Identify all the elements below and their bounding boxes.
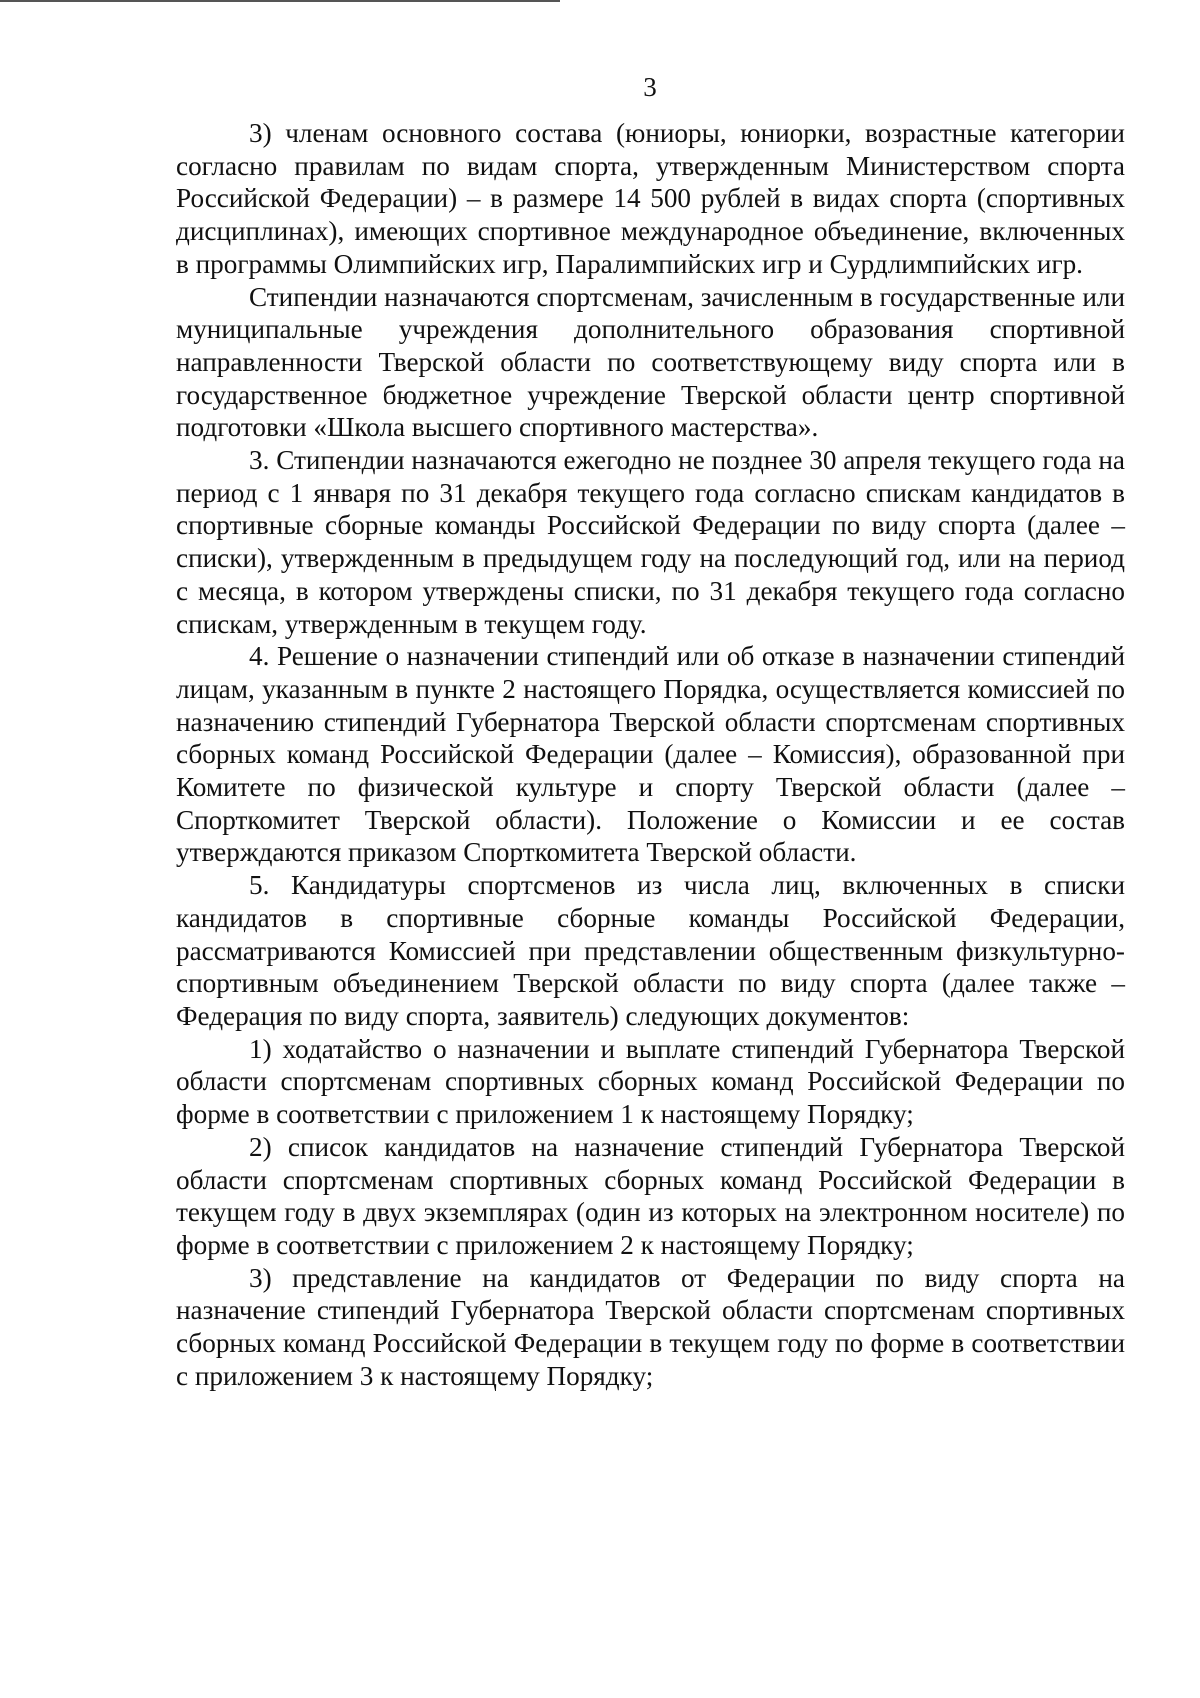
top-edge-line <box>0 0 560 2</box>
paragraph-3-assignment-period: 3. Стипендии назначаются ежегодно не позднее 30 апреля текущего года на период с 1 января по 31 декабря текущего года согласно спискам кандидатов в спортивные сборные команды Российской Федерации по виду спорта (далее – списки), утвержденным в предыдущем году на последующий год, или на период с месяца, в котором утверждены списки, по 31 декабря текущего года согласно спискам, утвержденным в текущем году. <box>176 445 1125 639</box>
list-item-2-candidate-list: 2) список кандидатов на назначение стипендий Губернатора Тверской области спортсменам спортивных сборных команд Российской Федерации в текущем году в двух экземплярах (один из которых на электронном носителе) по форме в соответствии с приложением 2 к настоящему Порядку; <box>176 1131 1125 1260</box>
paragraph-item-3-juniors: 3) членам основного состава (юниоры, юниорки, возрастные категории согласно правилам по видам спорта, утвержденным Министерством спорта Российской Федерации) – в размере 14 500 рублей в видах спорта (спортивных дисциплинах), имеющих спортивное международное объединение, включенных в программы Олимпийских игр, Паралимпийских игр и Сурдлимпийских игр. <box>176 118 1125 279</box>
paragraph-4-commission: 4. Решение о назначении стипендий или об отказе в назначении стипендий лицам, указанным в пункте 2 настоящего Порядка, осуществляется комиссией по назначению стипендий Губернатора Тверской области спортсменам спортивных сборных команд Российской Федерации (далее – Комиссия), образованной при Комитете по физической культуре и спорту Тверской области (далее – Спорткомитет Тверской области). Положение о Комиссии и ее состав утверждаются приказом Спорткомитета Тверской области. <box>176 641 1125 868</box>
page-number: 3 <box>643 72 657 102</box>
paragraph-scholarship-recipients: Стипендии назначаются спортсменам, зачисленным в государственные или муниципальные учреждения дополнительного образования спортивной направленности Тверской области по соответствующему виду спорта или в государственное бюджетное учреждение Тверской области центр спортивной подготовки «Школа высшего спортивного мастерства». <box>176 281 1125 443</box>
paragraph-5-candidates: 5. Кандидатуры спортсменов из числа лиц, включенных в списки кандидатов в спортивные сборные команды Российской Федерации, рассматриваются Комиссией при представлении общественным физкультурно-спортивным объединением Тверской области по виду спорта (далее также – Федерация по виду спорта, заявитель) следующих документов: <box>176 870 1125 1031</box>
list-item-3-submission: 3) представление на кандидатов от Федерации по виду спорта на назначение стипендий Губернатора Тверской области спортсменам спортивных сборных команд Российской Федерации в текущем году по форме в соответствии с приложением 3 к настоящему Порядку; <box>176 1262 1125 1391</box>
document-body <box>176 117 1125 1392</box>
list-item-1-petition: 1) ходатайство о назначении и выплате стипендий Губернатора Тверской области спортсменам спортивных сборных команд Российской Федерации по форме в соответствии с приложением 1 к настоящему Порядку; <box>176 1033 1125 1130</box>
